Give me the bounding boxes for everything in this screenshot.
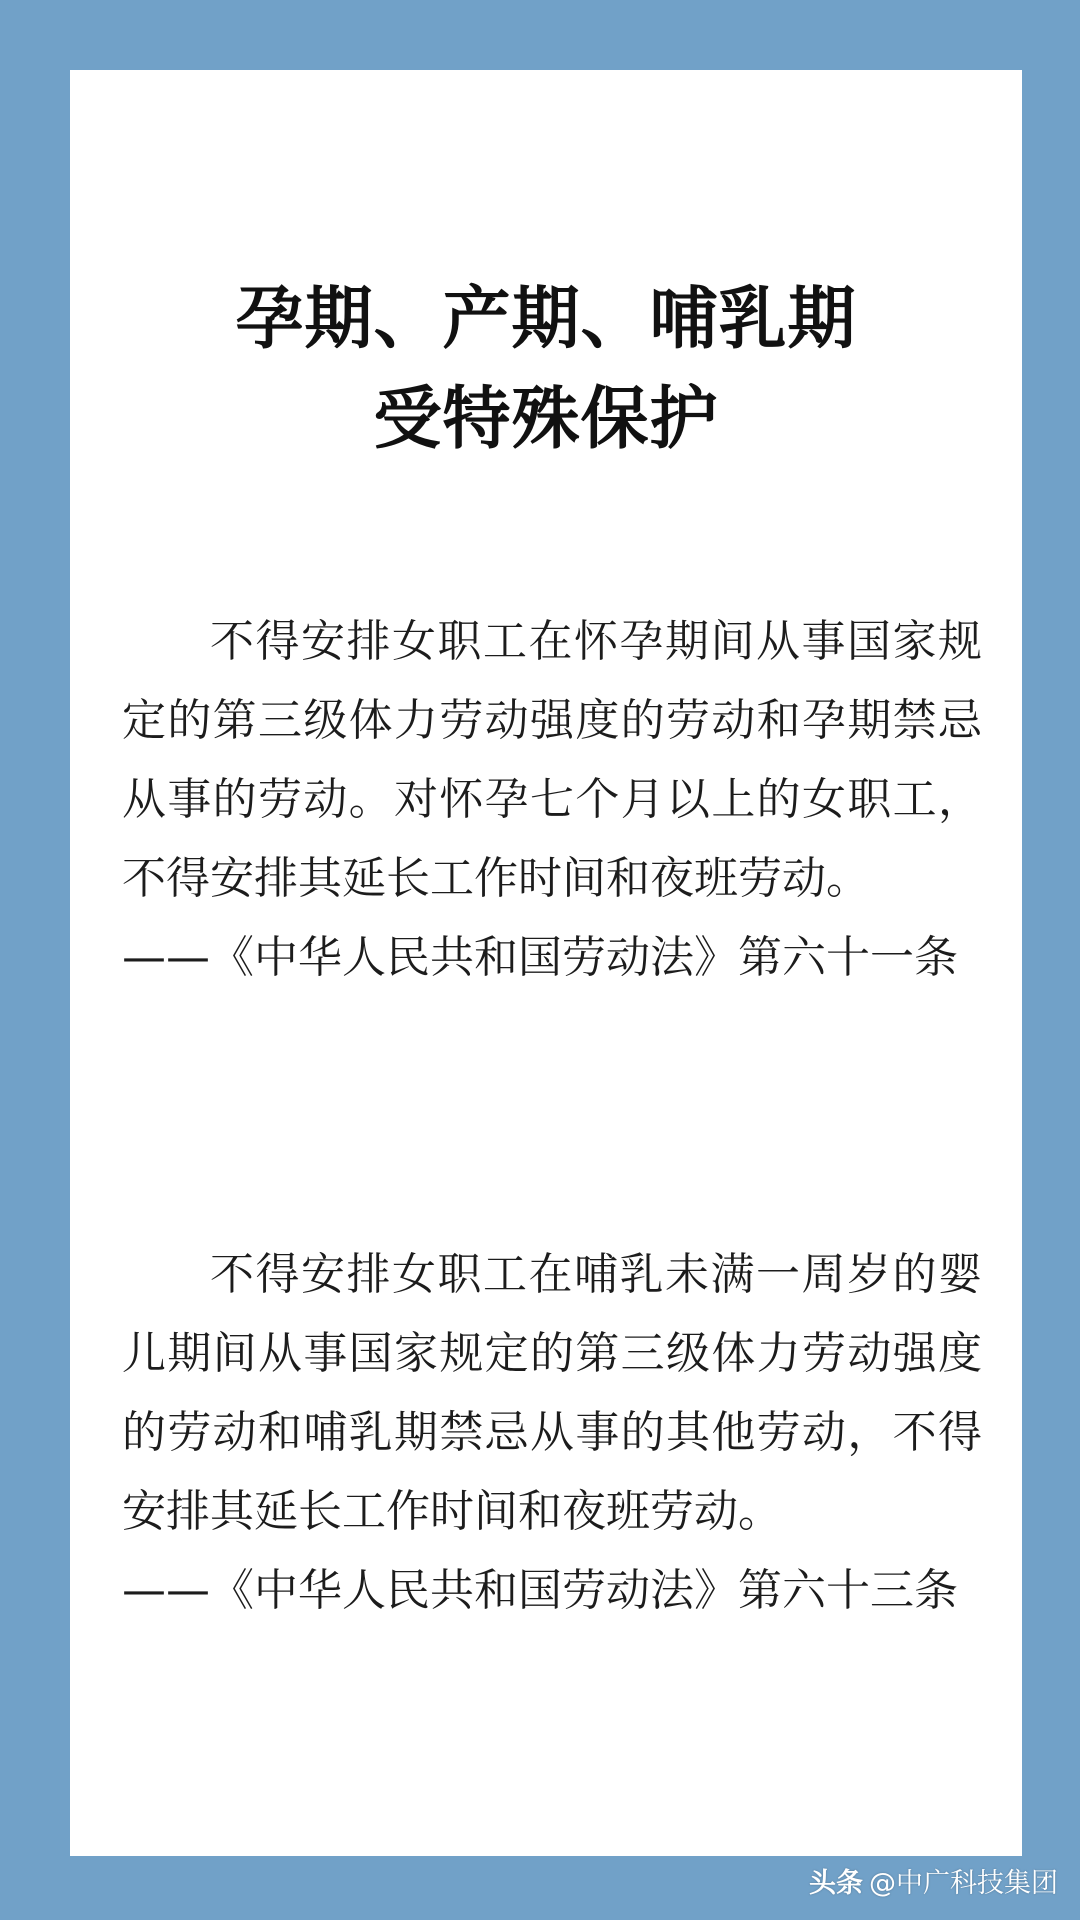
article-1-text: 不得安排女职工在怀孕期间从事国家规定的第三级体力劳动强度的劳动和孕期禁忌从事的劳动。对怀孕七个月以上的女职工，不得安排其延长工作时间和夜班劳动。: [122, 616, 982, 904]
article-2-citation: ——《中华人民共和国劳动法》第六十三条: [122, 1565, 958, 1616]
article-block-2: [122, 1235, 982, 1630]
watermark: [809, 1864, 1058, 1904]
watermark-platform: 头条: [809, 1868, 863, 1899]
article-1-citation: ——《中华人民共和国劳动法》第六十一条: [122, 932, 958, 983]
page-title: [70, 270, 1022, 470]
content-card: [70, 70, 1022, 1856]
article-block-1: [122, 602, 982, 997]
title-line-2: 受特殊保护: [373, 380, 719, 459]
watermark-account: @中广科技集团: [869, 1868, 1058, 1899]
article-2-text: 不得安排女职工在哺乳未满一周岁的婴儿期间从事国家规定的第三级体力劳动强度的劳动和哺乳期禁忌从事的其他劳动，不得安排其延长工作时间和夜班劳动。: [122, 1249, 982, 1537]
title-line-1: 孕期、产期、哺乳期: [235, 280, 857, 359]
